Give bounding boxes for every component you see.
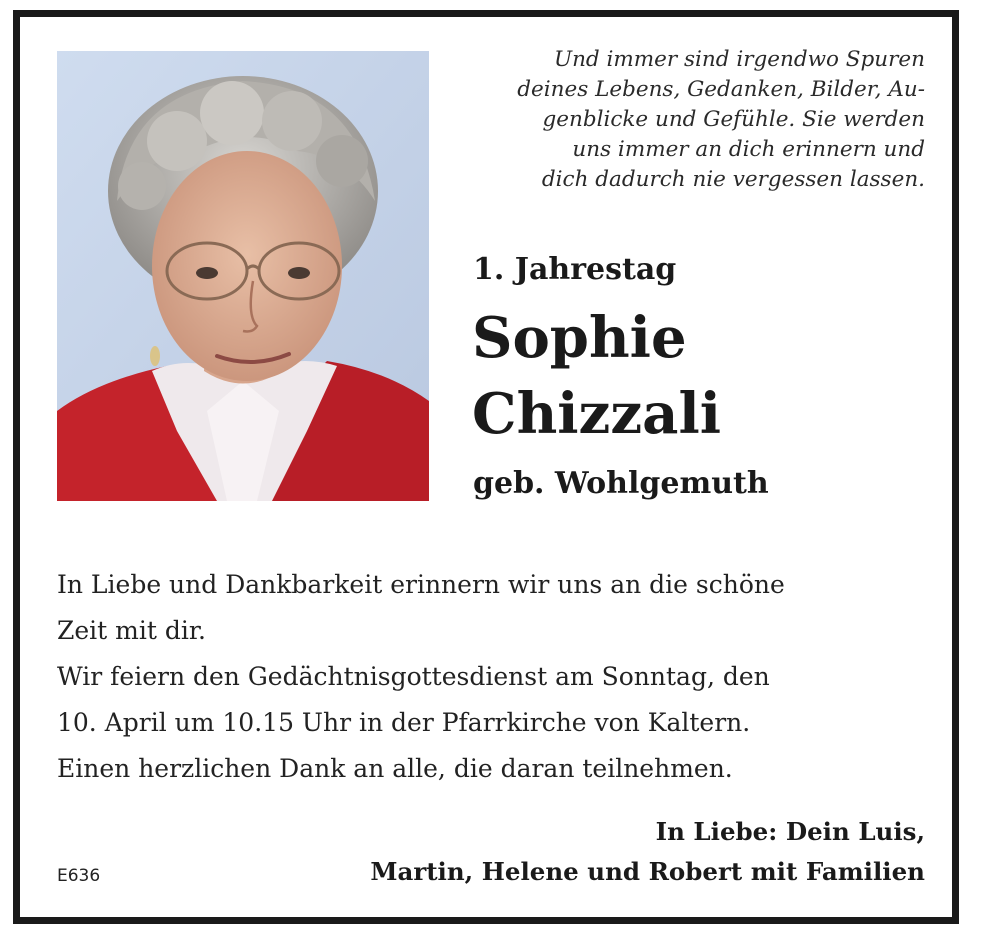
quote-line: dich dadurch nie vergessen lassen. [541,167,925,192]
last-name: Chizzali [472,381,721,447]
quote-line: deines Lebens, Gedanken, Bilder, Au- [517,77,925,102]
anniversary-heading: 1. Jahrestag [473,252,677,287]
deceased-name [472,300,721,452]
message-line: 10. April um 10.15 Uhr in der Pfarrkirche von Kaltern. [57,708,751,737]
quote-line: Und immer sind irgendwo Spuren [553,47,925,72]
signature-line: In Liebe: Dein Luis, [655,817,925,846]
first-name: Sophie [472,305,687,371]
quote-line: genblicke und Gefühle. Sie werden [542,107,925,132]
portrait-photo [57,51,429,501]
memorial-message [57,562,785,792]
message-line: Wir feiern den Gedächtnisgottesdienst am Sonntag, den [57,662,770,691]
portrait-illustration [57,51,429,501]
notice-code: E636 [57,866,101,886]
message-line: Einen herzlichen Dank an alle, die daran teilnehmen. [57,754,733,783]
memorial-quote [455,45,925,195]
family-signature [370,812,925,892]
maiden-name: geb. Wohlgemuth [473,466,769,501]
signature-line: Martin, Helene und Robert mit Familien [370,857,925,886]
quote-line: uns immer an dich erinnern und [572,137,925,162]
message-line: In Liebe und Dankbarkeit erinnern wir uns an die schöne [57,570,785,599]
message-line: Zeit mit dir. [57,616,206,645]
